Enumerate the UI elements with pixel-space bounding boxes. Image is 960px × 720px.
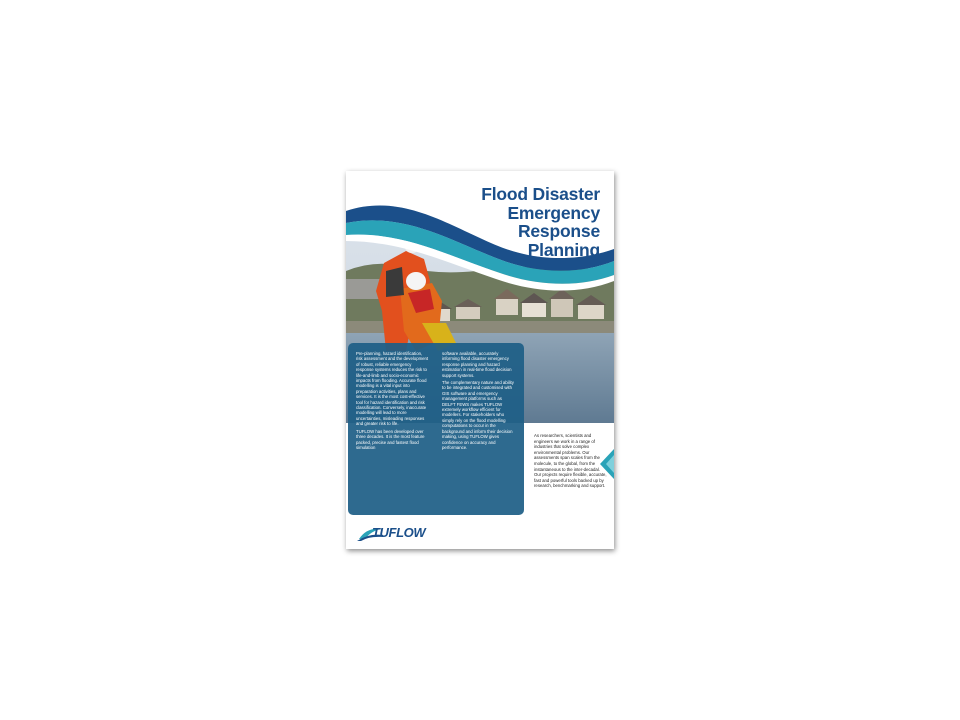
panel-column-2 xyxy=(442,351,516,452)
paragraph: software available, accurately informing flood disaster emergency response planning and hazard estimation in real-time flood decision support systems. xyxy=(442,351,512,378)
title-line: Planning xyxy=(527,239,600,260)
document-title xyxy=(420,185,600,259)
paragraph: Pre-planning, hazard identification, risk assessment and the development of robust, reliable emergency response systems reduces the risk to life-and-limb and socio-economic impacts from flooding. Accurate flood modelling is a vital input into preparation activities, plans and services. It is the most cost-effective tool for hazard identification and risk classification. Conversely, inaccurate modelling will lead to more uncertainties, misleading responses and greater risk to life. xyxy=(356,351,429,427)
logo-wordmark: TUFLOW xyxy=(372,525,426,540)
title-line: Emergency xyxy=(507,202,600,223)
intro-panel xyxy=(348,343,524,515)
paragraph: TUFLOW has been developed over three decades. It is the most feature packed, precise and fastest flood simulation xyxy=(356,428,425,450)
panel-column-1 xyxy=(356,351,430,452)
title-line: Flood Disaster xyxy=(481,184,600,204)
title-line: Response xyxy=(517,221,600,241)
sidebar-text: As researchers, scientists and engineers we work in a range of industries that solve complex environmental problems. Our assessments span scales from the molecule, to the global, from the instantaneous to the inter-decadal. Our projects require flexible, accurate, fast and powerful tools backed up by research, benchmarking and support. xyxy=(534,433,607,489)
document-page xyxy=(346,171,614,549)
paragraph: The complementary nature and ability to be integrated and customised with GIS software and emergency management platforms such as DELFT FEWS makes TUFLOW extremely workflow efficient for modellers. For stakeholders who simply rely on the flood modelling computations to occur in the background and inform their decision making, using TUFLOW gives confidence on accuracy and performance. xyxy=(442,380,514,450)
